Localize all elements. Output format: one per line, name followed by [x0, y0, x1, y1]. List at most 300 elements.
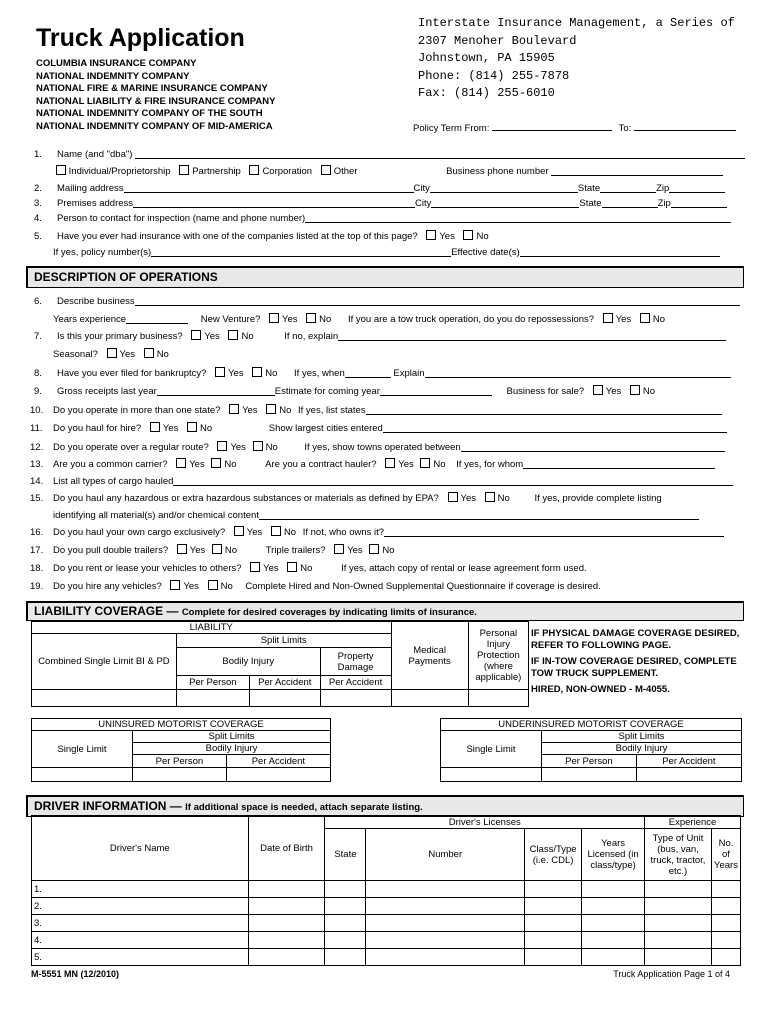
uninsured-table — [31, 718, 331, 782]
checkbox-yes[interactable] — [215, 367, 225, 377]
col-header: Per Accident — [226, 755, 330, 768]
cb-label: No — [476, 231, 489, 242]
address-field[interactable] — [133, 197, 415, 208]
question-17 — [30, 544, 742, 557]
q-label: Effective date(s) — [451, 247, 520, 258]
q-label: Show largest cities entered — [268, 423, 383, 434]
input-cell[interactable] — [325, 932, 366, 949]
q-number: 14. — [30, 476, 44, 487]
company-name: COLUMBIA INSURANCE COMPANY — [36, 58, 197, 69]
input-cell[interactable] — [645, 898, 712, 915]
input-cell[interactable] — [366, 915, 525, 932]
cb-label: No — [382, 545, 395, 556]
checkbox-yes[interactable] — [250, 562, 260, 572]
input-cell[interactable] — [226, 768, 330, 782]
policy-number-field[interactable] — [151, 246, 451, 257]
checkbox-no[interactable] — [287, 562, 297, 572]
checkbox-yes[interactable] — [593, 385, 603, 395]
checkbox-no[interactable] — [306, 313, 316, 323]
input-cell[interactable] — [248, 932, 325, 949]
input-cell[interactable] — [645, 881, 712, 898]
cb-label: Yes — [230, 442, 246, 453]
col-header: Per Person — [133, 755, 227, 768]
checkbox-no[interactable] — [144, 348, 154, 358]
liability-heading — [26, 601, 744, 621]
col-header: Driver's Licenses — [325, 816, 645, 829]
describe-field[interactable] — [135, 295, 740, 306]
cb-label: Yes — [183, 581, 199, 592]
cb-label: Yes — [242, 405, 258, 416]
col-header: UNDERINSURED MOTORIST COVERAGE — [441, 719, 742, 731]
question-9 — [30, 385, 742, 398]
company-name: NATIONAL INDEMNITY COMPANY OF MID-AMERICA — [36, 120, 273, 132]
driver-name-cell[interactable]: 3. — [32, 915, 249, 932]
input-cell[interactable] — [32, 768, 133, 782]
owner-field[interactable] — [384, 526, 724, 537]
col-header: Single Limit — [32, 731, 133, 768]
question-2 — [30, 182, 742, 195]
checkbox-yes[interactable] — [426, 230, 436, 240]
checkbox-yes[interactable] — [191, 330, 201, 340]
q-label: Do you haul any hazardous or extra hazardous substances or materials as defined by EPA? — [53, 493, 439, 504]
question-18 — [30, 562, 742, 575]
q-label: Have you ever had insurance with one of the companies listed at the top of this page? — [57, 231, 418, 242]
states-field[interactable] — [366, 404, 722, 415]
driver-name-cell[interactable]: 1. — [32, 881, 249, 898]
cb-label: Other — [333, 166, 358, 177]
operations-heading — [26, 266, 744, 288]
city-field[interactable] — [431, 197, 579, 208]
q-label: If you are a tow truck operation, do you do repossessions? — [347, 314, 595, 325]
cities-field[interactable] — [383, 422, 727, 433]
col-header: State — [325, 829, 366, 881]
q-label: Do you hire any vehicles? — [53, 581, 162, 592]
cb-label: No — [283, 527, 297, 538]
checkbox-no[interactable] — [252, 367, 262, 377]
policy-term-from-field[interactable] — [492, 121, 612, 131]
q-label: If yes, policy number(s) — [53, 247, 152, 258]
input-cell[interactable] — [366, 898, 525, 915]
checkbox-no[interactable] — [211, 458, 221, 468]
checkbox-yes[interactable] — [603, 313, 613, 323]
input-cell[interactable] — [525, 915, 582, 932]
cb-label: Yes — [246, 527, 263, 538]
section-title: DRIVER INFORMATION — — [34, 799, 182, 813]
input-cell[interactable] — [711, 898, 740, 915]
q-number: 7. — [34, 331, 42, 342]
company-name: NATIONAL INDEMNITY COMPANY — [36, 70, 190, 82]
input-cell[interactable] — [133, 768, 227, 782]
note: HIRED, NON-OWNED - M-4055. — [531, 684, 670, 695]
question-15-b — [30, 509, 742, 522]
company-name: NATIONAL FIRE & MARINE INSURANCE COMPANY — [36, 83, 268, 95]
city-field[interactable] — [430, 182, 578, 193]
cb-label: No — [300, 563, 313, 574]
checkbox[interactable] — [56, 165, 66, 175]
checkbox-no[interactable] — [640, 313, 650, 323]
cargo-field[interactable] — [173, 475, 733, 486]
policy-number-row — [30, 246, 742, 259]
checkbox-no[interactable] — [253, 441, 263, 451]
q-number: 11. — [30, 423, 43, 434]
q-label: State — [579, 198, 602, 209]
question-11 — [30, 422, 742, 435]
question-10 — [30, 404, 742, 417]
input-cell[interactable] — [525, 881, 582, 898]
question-5 — [30, 230, 742, 243]
checkbox-yes[interactable] — [234, 526, 244, 536]
col-header: Bodily Injury — [133, 743, 331, 755]
towns-field[interactable] — [461, 441, 725, 452]
checkbox-no[interactable] — [485, 492, 495, 502]
input-cell[interactable] — [542, 768, 637, 782]
agent-line: Interstate Insurance Management, a Series of — [418, 16, 735, 30]
checkbox-yes[interactable] — [334, 544, 344, 554]
checkbox[interactable] — [321, 165, 331, 175]
contact-field[interactable] — [305, 212, 731, 223]
input-cell[interactable] — [249, 690, 320, 707]
col-header: Number — [366, 829, 525, 881]
cb-label: No — [642, 386, 656, 397]
q-label: City — [413, 183, 430, 194]
q-label: Zip — [656, 183, 670, 194]
question-12 — [30, 441, 742, 454]
checkbox-yes[interactable] — [269, 313, 279, 323]
q-label: Do you pull double trailers? — [53, 545, 169, 556]
q-number: 4. — [34, 213, 42, 224]
address-field[interactable] — [124, 182, 414, 193]
when-field[interactable] — [345, 367, 391, 378]
estimate-field[interactable] — [380, 385, 492, 396]
page-title: Truck Application — [36, 24, 245, 52]
section-title: LIABILITY COVERAGE — — [34, 604, 179, 618]
col-header: Per Accident — [320, 676, 391, 690]
q-label: Do you rent or lease your vehicles to others? — [53, 563, 242, 574]
col-header: Per Accident — [636, 755, 741, 768]
q-label: State — [577, 183, 601, 194]
effective-date-field[interactable] — [520, 246, 720, 257]
checkbox-yes[interactable] — [176, 458, 186, 468]
q-number: 9. — [34, 386, 42, 397]
materials-field[interactable] — [259, 509, 699, 520]
form-number: M-5551 MN (12/2010) — [31, 969, 120, 979]
cb-label: Yes — [263, 563, 279, 574]
input-cell[interactable] — [525, 949, 582, 966]
agent-line: Fax: (814) 255-6010 — [418, 86, 555, 100]
input-cell[interactable] — [636, 768, 741, 782]
checkbox-yes[interactable] — [385, 458, 395, 468]
input-cell[interactable] — [645, 949, 712, 966]
checkbox-yes[interactable] — [217, 441, 227, 451]
note: IF IN-TOW COVERAGE DESIRED, COMPLETE TOW TRUCK SUPPLEMENT. — [531, 656, 737, 679]
input-cell[interactable] — [582, 932, 645, 949]
checkbox[interactable] — [249, 165, 259, 175]
checkbox-no[interactable] — [212, 544, 222, 554]
input-cell[interactable] — [711, 881, 740, 898]
input-cell[interactable] — [711, 932, 740, 949]
policy-term-row — [413, 121, 736, 134]
cb-label: Yes — [347, 545, 363, 556]
q-label: Are you a contract hauler? — [265, 459, 377, 470]
cb-label: No — [497, 493, 510, 504]
coverage-notes — [531, 628, 743, 696]
input-cell[interactable] — [582, 915, 645, 932]
input-cell[interactable] — [441, 768, 542, 782]
cb-label: Yes — [605, 386, 622, 397]
section-subtitle: Complete for desired coverages by indicating limits of insurance. — [181, 607, 477, 618]
cb-label: Yes — [162, 423, 179, 434]
checkbox[interactable] — [179, 165, 189, 175]
input-cell[interactable] — [525, 932, 582, 949]
checkbox-no[interactable] — [271, 526, 281, 536]
checkbox-no[interactable] — [463, 230, 473, 240]
whom-field[interactable] — [523, 458, 715, 469]
col-header: Single Limit — [441, 731, 542, 768]
question-8 — [30, 367, 742, 380]
input-cell[interactable] — [711, 949, 740, 966]
input-cell[interactable] — [525, 898, 582, 915]
cb-label: No — [319, 314, 332, 325]
q-label: Business for sale? — [506, 386, 585, 397]
q-label: If not, who owns it? — [302, 527, 385, 538]
table-row — [32, 949, 741, 966]
col-header: Personal Injury Protection (where applicable) — [468, 622, 528, 690]
input-cell[interactable] — [176, 690, 249, 707]
q-label: Estimate for coming year — [274, 386, 380, 397]
q-label: Do you operate in more than one state? — [53, 405, 221, 416]
cb-label: No — [199, 423, 213, 434]
cb-label: No — [279, 405, 292, 416]
driver-name-cell[interactable]: 5. — [32, 949, 249, 966]
question-13 — [30, 458, 742, 471]
col-header: Years Licensed (in class/type) — [582, 829, 645, 881]
q-number: 10. — [30, 405, 44, 416]
q-label: Person to contact for inspection (name and phone number) — [57, 213, 306, 224]
zip-field[interactable] — [669, 182, 725, 193]
input-cell[interactable] — [248, 949, 325, 966]
q-number: 19. — [30, 581, 44, 592]
liability-table — [31, 621, 529, 707]
cb-label: Partnership — [192, 166, 241, 177]
q-label: Do you haul for hire? — [53, 423, 142, 434]
input-cell[interactable] — [711, 915, 740, 932]
input-cell[interactable] — [320, 690, 391, 707]
col-header: Combined Single Limit BI & PD — [32, 634, 177, 690]
q-label: If no, explain — [284, 331, 339, 342]
col-header: Per Person — [542, 755, 637, 768]
question-15 — [30, 492, 742, 505]
state-field[interactable] — [600, 182, 656, 193]
explain-field[interactable] — [425, 367, 731, 378]
col-header: Split Limits — [542, 731, 742, 743]
checkbox-yes[interactable] — [229, 404, 239, 414]
q-number: 1. — [34, 149, 42, 160]
question-6 — [30, 295, 742, 308]
input-cell[interactable] — [366, 932, 525, 949]
q-number: 6. — [34, 296, 42, 307]
q-label: Mailing address — [57, 183, 124, 194]
q-label: Triple trailers? — [265, 545, 326, 556]
underinsured-table — [440, 718, 742, 782]
input-cell[interactable] — [248, 915, 325, 932]
explain-field[interactable] — [338, 330, 726, 341]
cb-label: No — [433, 459, 446, 470]
col-header: LIABILITY — [32, 622, 392, 634]
input-cell[interactable] — [325, 898, 366, 915]
q-label: Gross receipts last year — [57, 386, 157, 397]
question-1 — [30, 148, 742, 161]
input-cell[interactable] — [391, 690, 468, 707]
cb-label: Yes — [189, 545, 206, 556]
checkbox-yes[interactable] — [448, 492, 458, 502]
col-header: Per Accident — [249, 676, 320, 690]
input-cell[interactable] — [645, 932, 712, 949]
policy-term-from-label: Policy Term From: — [413, 123, 490, 134]
checkbox-no[interactable] — [208, 580, 218, 590]
input-cell[interactable] — [582, 898, 645, 915]
driver-table — [31, 815, 741, 966]
q-label: Do you haul your own cargo exclusively? — [53, 527, 226, 538]
q-number: 8. — [34, 368, 42, 379]
cb-label: No — [265, 368, 278, 379]
input-cell[interactable] — [32, 690, 177, 707]
cb-label: Individual/Proprietorship — [68, 166, 171, 177]
policy-term-to-label: To: — [618, 123, 632, 134]
cb-label: Yes — [460, 493, 476, 504]
col-header: Split Limits — [133, 731, 331, 743]
cb-label: Yes — [439, 231, 455, 242]
question-16 — [30, 526, 742, 539]
col-header: Experience — [645, 816, 741, 829]
cb-label: Yes — [282, 314, 298, 325]
q-label: Complete Hired and Non-Owned Supplemental Questionnaire if coverage is desired. — [245, 581, 601, 592]
question-19 — [30, 580, 742, 593]
question-3 — [30, 197, 742, 210]
cb-label: Yes — [398, 459, 414, 470]
checkbox-no[interactable] — [228, 330, 238, 340]
col-header: Date of Birth — [248, 816, 325, 881]
q-label: Explain — [393, 368, 425, 379]
seasonal-row — [30, 348, 742, 361]
checkbox-no[interactable] — [420, 458, 430, 468]
cb-label: No — [224, 459, 237, 470]
q-label: Have you ever filed for bankruptcy? — [57, 368, 207, 379]
input-cell[interactable] — [325, 915, 366, 932]
agent-line: Johnstown, PA 15905 — [418, 51, 555, 65]
q-label: Name (and "dba") — [57, 149, 133, 160]
checkbox-yes[interactable] — [107, 348, 117, 358]
agent-address — [418, 15, 736, 103]
checkbox-yes[interactable] — [150, 422, 160, 432]
input-cell[interactable] — [645, 915, 712, 932]
page-number: Truck Application Page 1 of 4 — [613, 969, 730, 979]
q-number: 15. — [30, 493, 44, 504]
input-cell[interactable] — [468, 690, 528, 707]
q-label: If yes, provide complete listing — [534, 493, 662, 504]
question-6-b — [30, 313, 742, 326]
q-label: City — [415, 198, 432, 209]
driver-name-cell[interactable]: 2. — [32, 898, 249, 915]
q-label: Describe business — [57, 296, 135, 307]
checkbox-yes[interactable] — [177, 544, 187, 554]
input-cell[interactable] — [366, 949, 525, 966]
q-label: If yes, list states — [298, 405, 366, 416]
cb-label: Yes — [615, 314, 632, 325]
q-label: If yes, for whom — [456, 459, 524, 470]
checkbox-no[interactable] — [630, 385, 640, 395]
q-label: If yes, show towns operated between — [304, 442, 461, 453]
input-cell[interactable] — [325, 881, 366, 898]
driver-heading — [26, 795, 744, 817]
q-label: Years experience — [53, 314, 127, 325]
company-name: NATIONAL LIABILITY & FIRE INSURANCE COMPANY — [36, 95, 276, 107]
cb-label: No — [156, 349, 169, 360]
q-number: 16. — [30, 527, 44, 538]
q-number: 5. — [34, 231, 42, 242]
q-label: Are you a common carrier? — [53, 459, 168, 470]
section-title: DESCRIPTION OF OPERATIONS — [34, 270, 218, 284]
table-row — [32, 932, 741, 949]
checkbox-no[interactable] — [369, 544, 379, 554]
col-header: No. of Years — [711, 829, 740, 881]
input-cell[interactable] — [582, 881, 645, 898]
table-row — [32, 881, 741, 898]
q-label: New Venture? — [200, 314, 261, 325]
cb-label: Yes — [228, 368, 244, 379]
gross-receipts-field[interactable] — [157, 385, 275, 396]
cb-label: Corporation — [262, 166, 313, 177]
entity-type-row — [30, 165, 742, 178]
q-label: Seasonal? — [53, 349, 98, 360]
cb-label: No — [265, 442, 278, 453]
cb-label: Yes — [119, 349, 136, 360]
checkbox-no[interactable] — [266, 404, 276, 414]
q-label: Premises address — [57, 198, 134, 209]
question-7 — [30, 330, 742, 343]
cb-label: Yes — [204, 331, 220, 342]
col-header: Class/Type (i.e. CDL) — [525, 829, 582, 881]
input-cell[interactable] — [582, 949, 645, 966]
q-label: Do you operate over a regular route? — [53, 442, 209, 453]
section-subtitle: If additional space is needed, attach separate listing. — [185, 802, 423, 813]
q-label: identifying all material(s) and/or chemical content — [53, 510, 259, 521]
col-header: Medical Payments — [391, 622, 468, 690]
input-cell[interactable] — [325, 949, 366, 966]
col-header: Bodily Injury — [176, 648, 320, 676]
phone-field[interactable] — [551, 165, 723, 176]
q-label: Zip — [657, 198, 671, 209]
col-header: UNINSURED MOTORIST COVERAGE — [32, 719, 331, 731]
policy-term-to-field[interactable] — [634, 121, 736, 131]
checkbox-yes[interactable] — [170, 580, 180, 590]
input-cell[interactable] — [248, 881, 325, 898]
years-field[interactable] — [126, 313, 188, 324]
table-row — [32, 898, 741, 915]
agent-line: Phone: (814) 255-7878 — [418, 68, 570, 83]
col-header: Property Damage — [320, 648, 391, 676]
driver-name-cell[interactable]: 4. — [32, 932, 249, 949]
input-cell[interactable] — [366, 881, 525, 898]
input-cell[interactable] — [248, 898, 325, 915]
col-header: Split Limits — [176, 634, 391, 648]
note: IF PHYSICAL DAMAGE COVERAGE DESIRED, REFER TO FOLLOWING PAGE. — [531, 628, 740, 651]
company-list — [36, 58, 275, 134]
zip-field[interactable] — [671, 197, 727, 208]
checkbox-no[interactable] — [187, 422, 197, 432]
q-label: Is this your primary business? — [57, 331, 183, 342]
state-field[interactable] — [602, 197, 658, 208]
name-field[interactable] — [135, 148, 745, 159]
